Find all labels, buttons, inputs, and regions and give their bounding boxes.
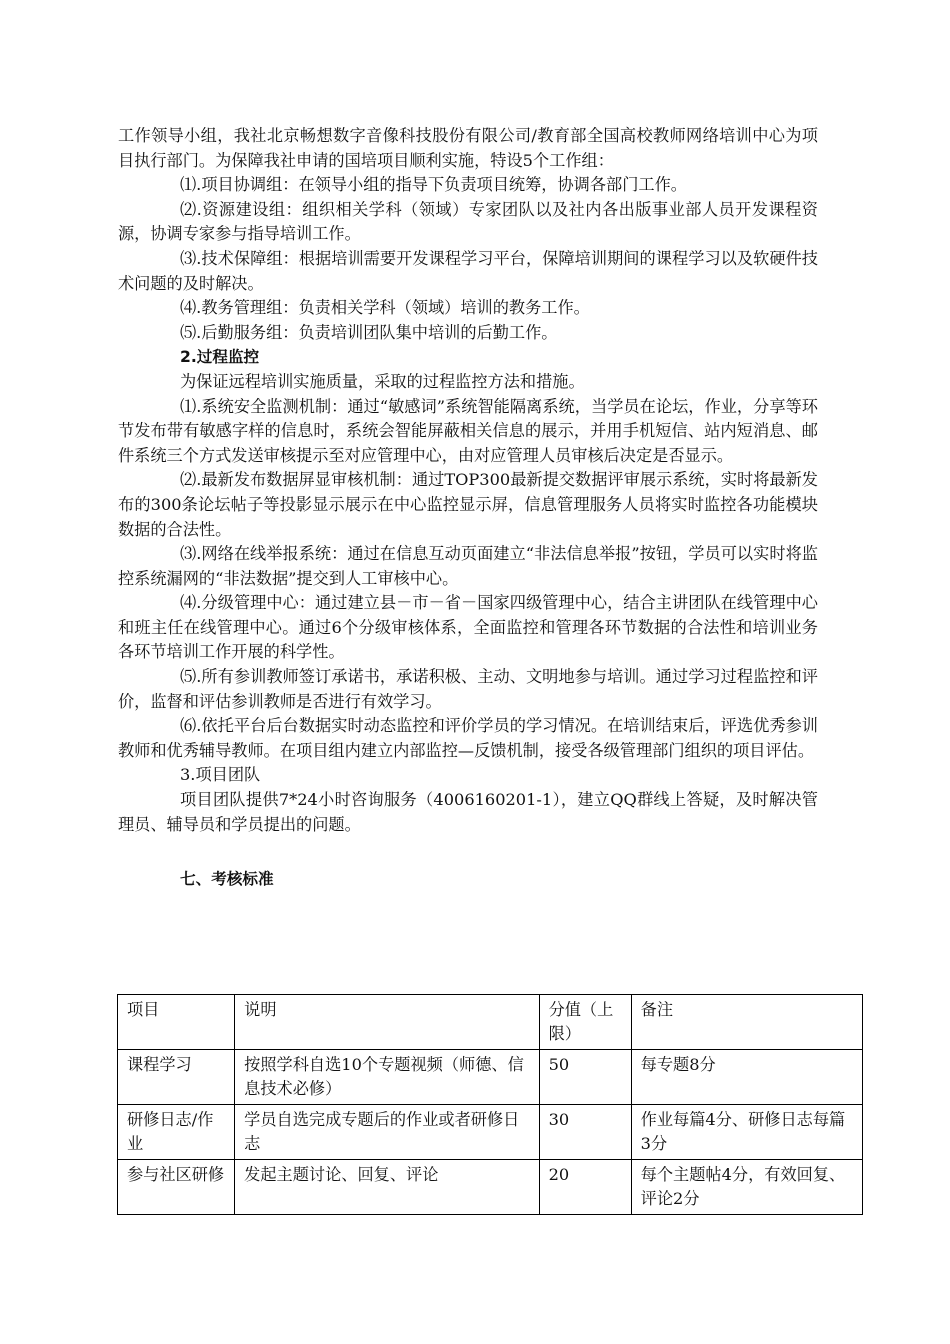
spacer <box>118 837 818 867</box>
subsection-heading: 2.过程监控 <box>180 348 260 367</box>
paragraph: ⑸.后勤服务组：负责培训团队集中培训的后勤工作。 <box>180 322 558 342</box>
table-cell: 参与社区研修 <box>118 1160 235 1215</box>
header-cell: 说明 <box>235 995 539 1050</box>
paragraph: 为保证远程培训实施质量，采取的过程监控方法和措施。 <box>180 371 585 391</box>
table-row <box>118 1160 863 1215</box>
paragraph: ⑶.技术保障组：根据培训需要开发课程学习平台，保障培训期间的课程学习以及软硬件技术问题的及时解决。 <box>118 248 818 293</box>
table-row <box>118 1050 863 1105</box>
paragraph: ⑵.最新发布数据屏显审核机制：通过TOP300最新提交数据评审展示系统，实时将最新发布的300条论坛帖子等投影显示展示在中心监控显示屏，信息管理服务人员将实时监控各功能模块数据的合法性。 <box>118 470 818 539</box>
table-cell: 每专题8分 <box>631 1050 862 1105</box>
paragraph: ⑶.网络在线举报系统：通过在信息互动页面建立“非法信息举报”按钮，学员可以实时将监控系统漏网的“非法数据”提交到人工审核中心。 <box>118 544 818 588</box>
table-header-row <box>118 995 863 1050</box>
table-cell: 按照学科自选10个专题视频（师德、信息技术必修） <box>235 1050 539 1105</box>
paragraph: ⑵.资源建设组：组织相关学科（领域）专家团队以及社内各出版事业部人员开发课程资源，协调专家参与指导培训工作。 <box>118 199 818 244</box>
paragraph: 工作领导小组，我社北京畅想数字音像科技股份有限公司/教育部全国高校教师网络培训中心为项目执行部门。为保障我社申请的国培项目顺利实施，特设5个工作组： <box>118 126 818 170</box>
header-cell: 项目 <box>118 995 235 1050</box>
paragraph: ⑴.系统安全监测机制：通过“敏感词”系统智能隔离系统，当学员在论坛，作业，分享等环节发布带有敏感字样的信息时，系统会智能屏蔽相关信息的展示，并用手机短信、站内短消息、邮件系统三个方式发送审核提示至对应管理中心，由对应管理人员审核后决定是否显示。 <box>118 396 818 465</box>
paragraph: ⑸.所有参训教师签订承诺书，承诺积极、主动、文明地参与培训。通过学习过程监控和评价，监督和评估参训教师是否进行有效学习。 <box>118 667 818 711</box>
assessment-table <box>117 994 863 1215</box>
table-cell: 作业每篇4分、研修日志每篇3分 <box>631 1105 862 1160</box>
subsection-heading: 3.项目团队 <box>180 765 261 785</box>
table-cell: 课程学习 <box>118 1050 235 1105</box>
paragraph: ⑴.项目协调组：在领导小组的指导下负责项目统筹，协调各部门工作。 <box>180 175 687 195</box>
document-body <box>118 124 818 892</box>
table-cell: 研修日志/作业 <box>118 1105 235 1160</box>
table-cell: 20 <box>539 1160 631 1215</box>
header-cell: 分值（上限） <box>539 995 631 1050</box>
paragraph: ⑹.依托平台后台数据实时动态监控和评价学员的学习情况。在培训结束后，评选优秀参训教师和优秀辅导教师。在项目组内建立内部监控—反馈机制，接受各级管理部门组织的项目评估。 <box>118 716 818 760</box>
table-cell: 50 <box>539 1050 631 1105</box>
section-title: 七、考核标准 <box>180 870 274 889</box>
header-cell: 备注 <box>631 995 862 1050</box>
table-cell: 学员自选完成专题后的作业或者研修日志 <box>235 1105 539 1160</box>
paragraph: 项目团队提供7*24小时咨询服务（4006160201-1），建立QQ群线上答疑，及时解决管理员、辅导员和学员提出的问题。 <box>118 790 818 834</box>
paragraph: ⑷.分级管理中心：通过建立县－市－省－国家四级管理中心，结合主讲团队在线管理中心和班主任在线管理中心。通过6个分级审核体系，全面监控和管理各环节数据的合法性和培训业务各环节培训工作开展的科学性。 <box>118 593 818 662</box>
table-cell: 30 <box>539 1105 631 1160</box>
table-cell: 每个主题帖4分，有效回复、评论2分 <box>631 1160 862 1215</box>
table-row <box>118 1105 863 1160</box>
table-cell: 发起主题讨论、回复、评论 <box>235 1160 539 1215</box>
paragraph: ⑷.教务管理组：负责相关学科（领域）培训的教务工作。 <box>180 298 590 318</box>
